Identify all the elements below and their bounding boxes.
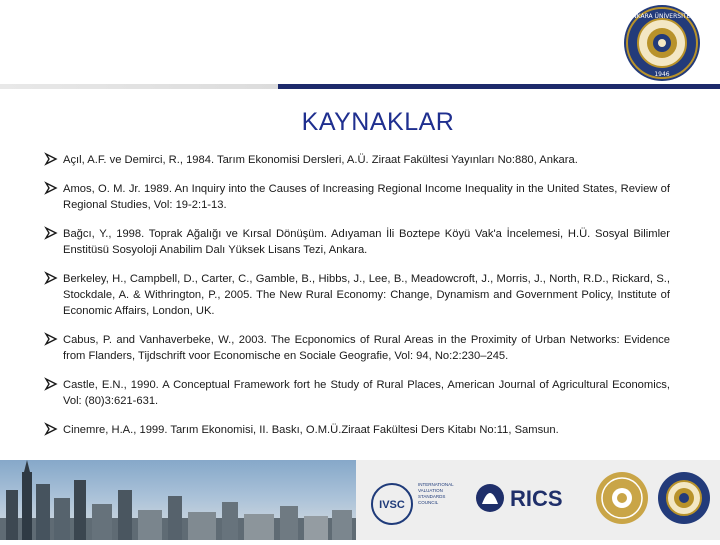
ankara-seal-small xyxy=(658,472,710,524)
ankara-university-seal xyxy=(620,3,704,83)
reference-item-7 xyxy=(44,422,670,438)
ivsc-logo xyxy=(372,482,454,524)
reference-text: Berkeley, H., Campbell, D., Carter, C., Gamble, B., Hibbs, J., Lee, B., Meadowcroft, J., Morris, J., North, R.D., Rickard, S., Stockdale, A. & Withrington, P., 2005. The New Rural Economy: Change, Dynamism and Government Policy, Institute of Economic Affairs, London, UK. xyxy=(63,273,670,317)
arrow-bullet-icon xyxy=(44,332,58,346)
ivsc-caption-3: STANDARDS xyxy=(418,494,446,499)
arrow-bullet-icon xyxy=(44,226,58,240)
reference-text: Castle, E.N., 1990. A Conceptual Framework fort he Study of Rural Places, American Journal of Agricultural Economics, Vol: (80)3:621-631. xyxy=(63,379,670,407)
reference-text: Cinemre, H.A., 1999. Tarım Ekonomisi, II. Baskı, O.M.Ü.Ziraat Fakültesi Ders Kitabı No:11, Samsun. xyxy=(63,424,559,436)
arrow-bullet-icon xyxy=(44,422,58,436)
rics-logo xyxy=(476,484,563,512)
ivsc-caption-1: INTERNATIONAL xyxy=(418,482,454,487)
reference-item-2 xyxy=(44,181,670,213)
reference-text: Bağcı, Y., 1998. Toprak Ağalığı ve Kırsal Dönüşüm. Adıyaman İli Boztepe Köyü Vak'a İncelemesi, H.Ü. Sosyal Bilimler Enstitüsü Sosyoloji Anabilim Dalı Yüksek Lisans Tezi, Ankara. xyxy=(63,228,670,256)
reference-item-6 xyxy=(44,377,670,409)
arrow-bullet-icon xyxy=(44,152,58,166)
ivsc-caption-2: VALUATION xyxy=(418,488,443,493)
reference-item-5 xyxy=(44,332,670,364)
partner-logos-graphic xyxy=(356,460,720,540)
ivsc-mark: IVSC xyxy=(379,499,405,511)
ivsc-caption-4: COUNCIL xyxy=(418,500,439,505)
reference-item-3 xyxy=(44,226,670,258)
reference-text: Cabus, P. and Vanhaverbeke, W., 2003. The Ecponomics of Rural Areas in the Proximity of Urban Networks: Evidence from Flanders, Tijdschrift voor Economische en Sociale Geografie, Vol: 94, No:2:230–245. xyxy=(63,334,670,362)
reference-text: Açıl, A.F. ve Demirci, R., 1984. Tarım Ekonomisi Dersleri, A.Ü. Ziraat Fakültesi Yayınları No:880, Ankara. xyxy=(63,154,578,166)
seal-year: 1946 xyxy=(654,71,670,78)
gold-seal-logo xyxy=(596,472,648,524)
city-skyline-image xyxy=(0,460,356,540)
reference-item-4 xyxy=(44,271,670,319)
skyline-icon xyxy=(0,460,356,540)
reference-list xyxy=(44,152,670,451)
reference-text: Amos, O. M. Jr. 1989. An Inquiry into the Causes of Increasing Regional Income Inequality in the United States, Review of Regional Studies, Vol: 19-2:1-13. xyxy=(63,183,670,211)
header-divider xyxy=(0,84,720,89)
rics-mark: RICS xyxy=(510,486,563,511)
arrow-bullet-icon xyxy=(44,377,58,391)
partner-logos xyxy=(356,460,720,540)
page-title: KAYNAKLAR xyxy=(301,108,455,136)
reference-item-1 xyxy=(44,152,670,168)
arrow-bullet-icon xyxy=(44,181,58,195)
seal-name: ANKARA ÜNİVERSİTESİ xyxy=(628,13,696,20)
arrow-bullet-icon xyxy=(44,271,58,285)
